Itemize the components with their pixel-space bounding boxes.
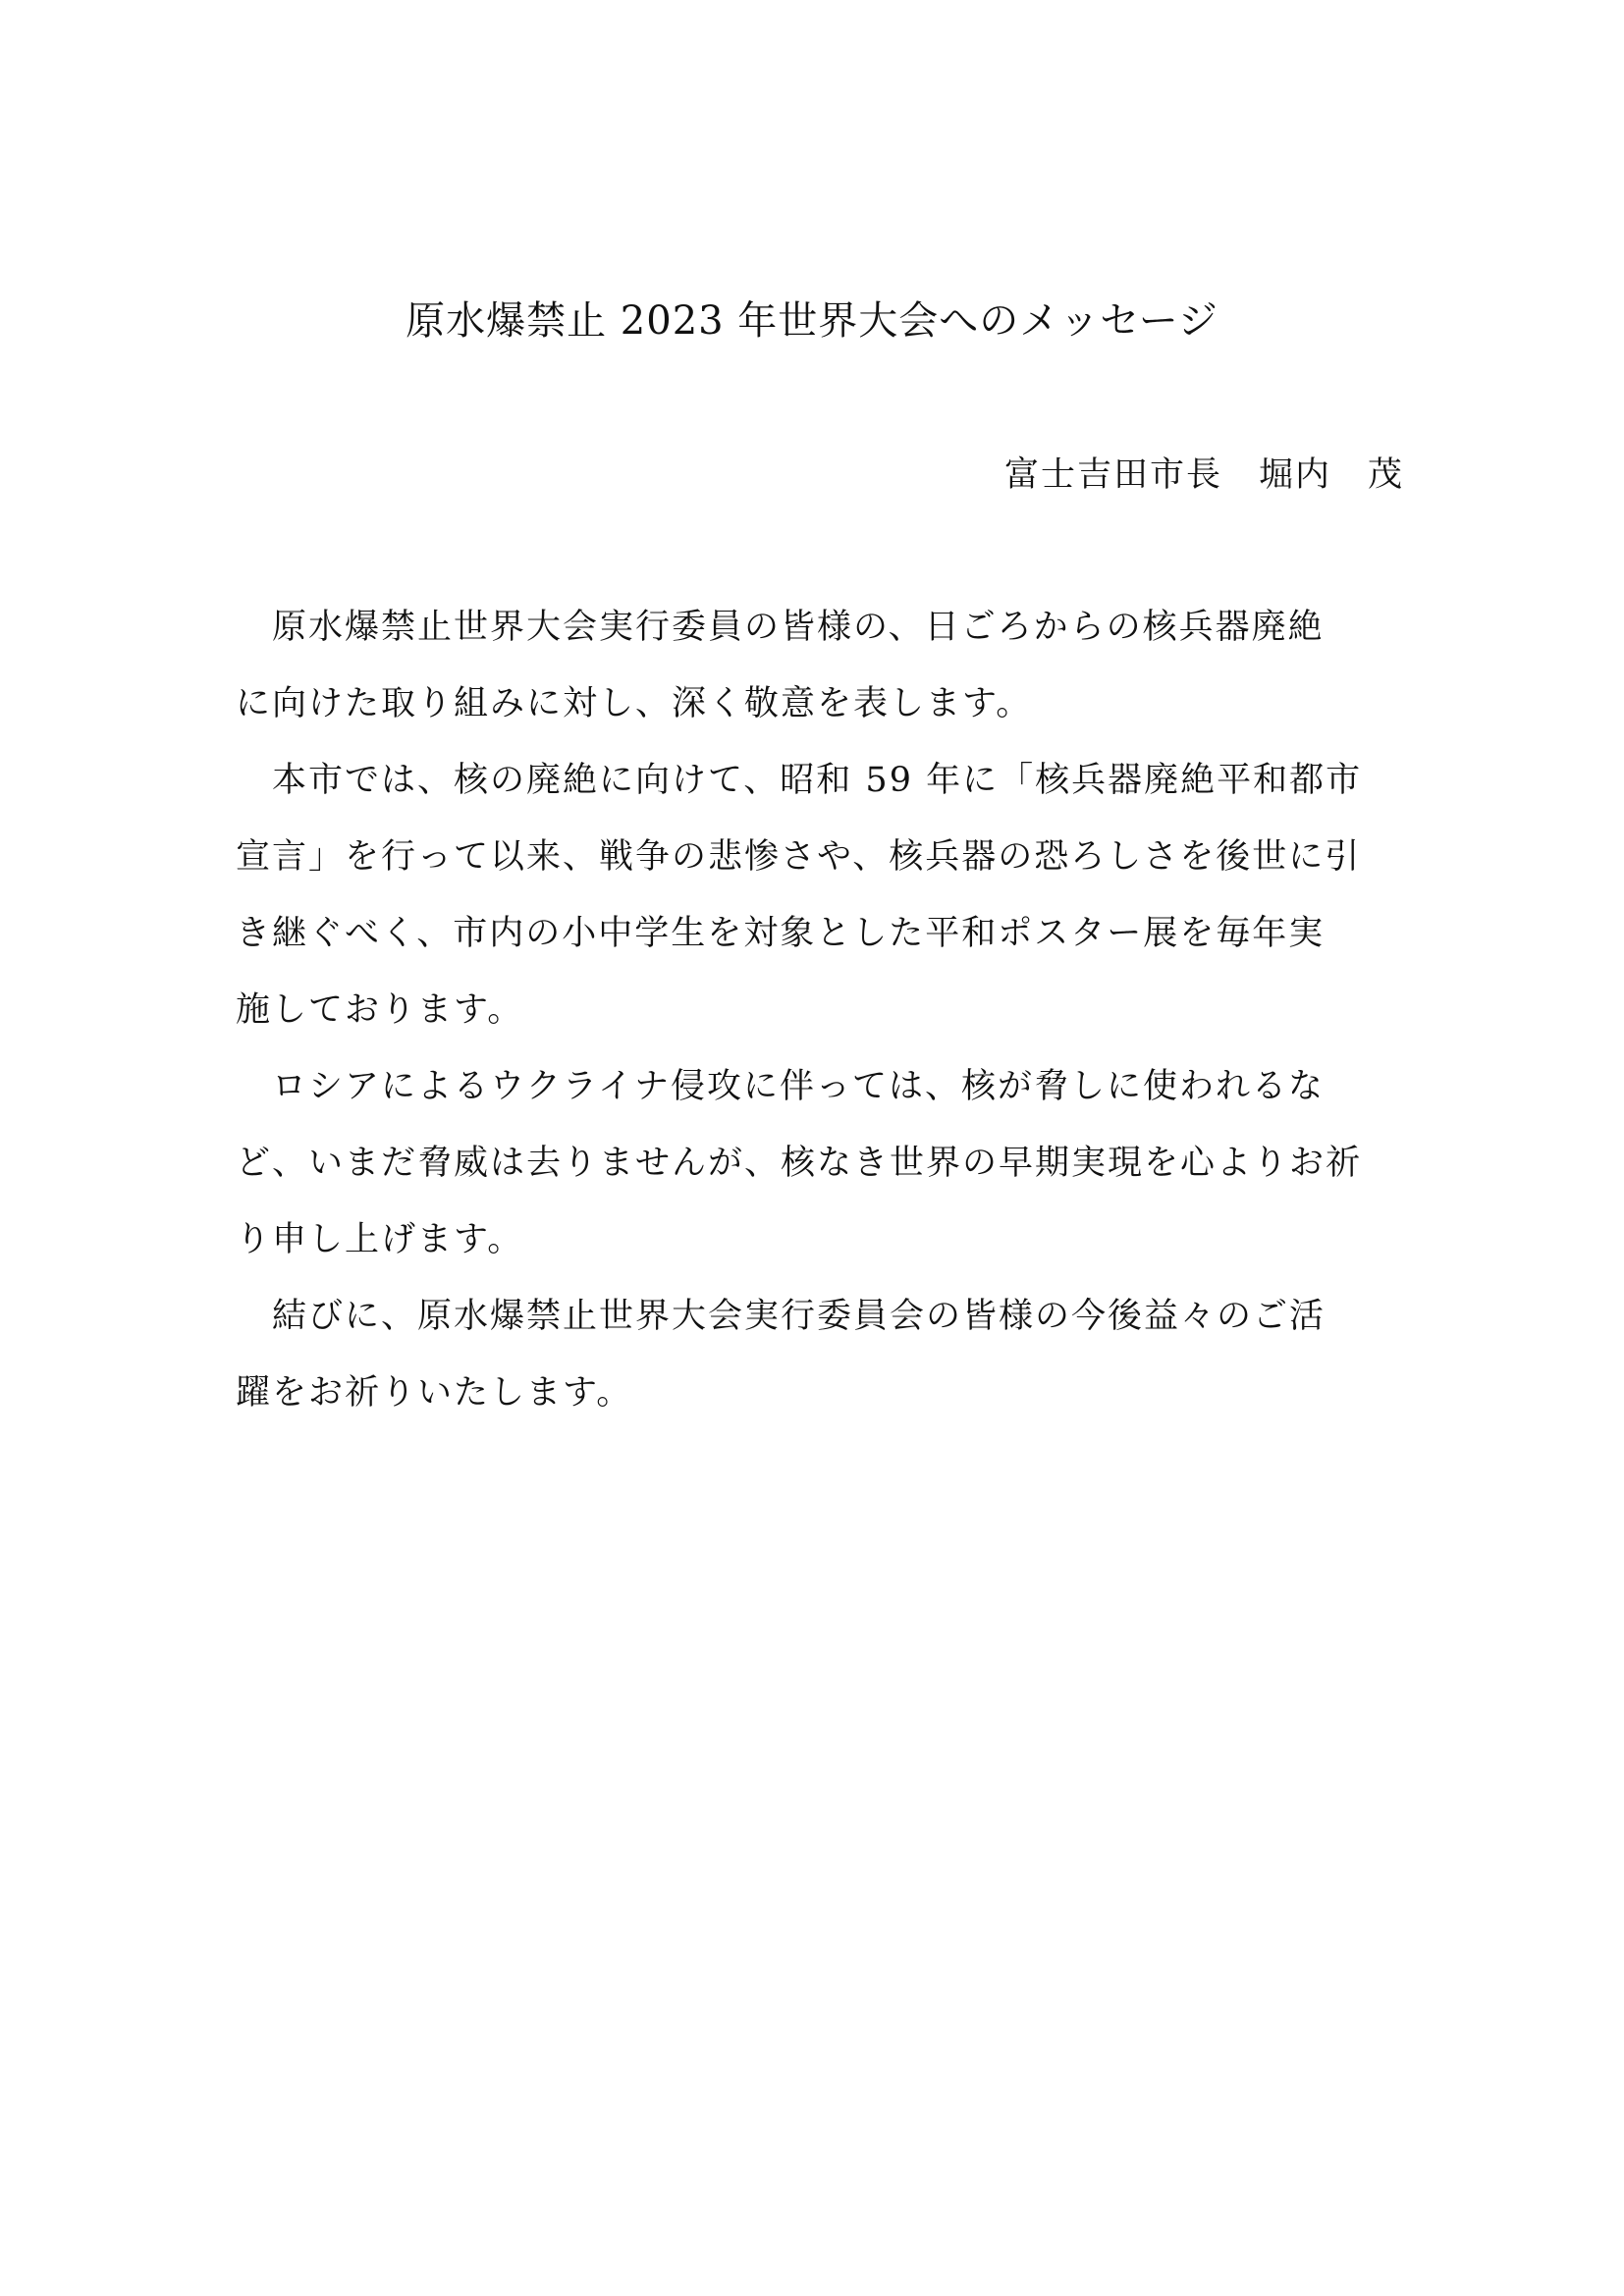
text-line: 施しております。 [236, 990, 524, 1030]
paragraph-2 [236, 742, 1404, 1048]
text-line: 宣言」を行って以来、戦争の悲惨さや、核兵器の恐ろしさを後世に引 [236, 837, 1362, 877]
paragraph-4 [236, 1278, 1404, 1431]
text-line: り申し上げます。 [236, 1220, 524, 1259]
paragraph-1 [236, 589, 1404, 742]
text-line: ロシアによるウクライナ侵攻に伴っては、核が脅しに使われるな [236, 1067, 1325, 1106]
paragraph-3 [236, 1048, 1404, 1278]
text-line: 結びに、原水爆禁止世界大会実行委員会の皆様の今後益々のご活 [236, 1297, 1326, 1336]
message-body [236, 589, 1404, 1431]
text-line: き継ぐべく、市内の小中学生を対象とした平和ポスター展を毎年実 [236, 914, 1326, 953]
document-title: 原水爆禁止 2023 年世界大会へのメッセージ [406, 298, 1218, 344]
text-line: 原水爆禁止世界大会実行委員の皆様の、日ごろからの核兵器廃絶 [236, 608, 1325, 647]
text-line: ど、いまだ脅威は去りませんが、核なき世界の早期実現を心よりお祈 [236, 1144, 1363, 1183]
text-line: 本市では、核の廃絶に向けて、昭和 59 年に「核兵器廃絶平和都市 [236, 761, 1363, 800]
text-line: 躍をお祈りいたします。 [236, 1373, 633, 1413]
author-signature: 富士吉田市長 堀内 茂 [1003, 455, 1404, 495]
text-line: に向けた取り組みに対し、深く敬意を表します。 [236, 684, 1033, 723]
